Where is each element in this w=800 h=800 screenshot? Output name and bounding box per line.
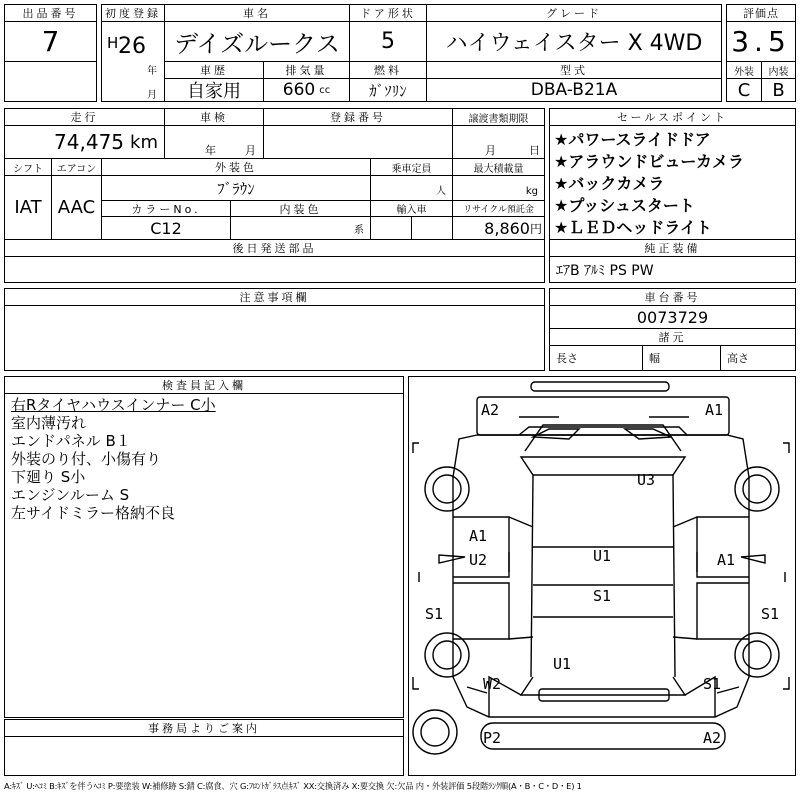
score: 3.5 — [726, 21, 796, 62]
era: H — [107, 34, 119, 52]
inspector-line: エンドパネル B１ — [11, 432, 131, 450]
mark-w2: W2 — [483, 675, 502, 693]
mark-s1-right: S1 — [761, 605, 780, 623]
mark-a2-front: A2 — [481, 401, 500, 419]
recycle-label: リサイクル預託金 — [452, 200, 545, 217]
sales-points-label: セールスポイント — [549, 108, 796, 126]
reg-no-label: 登録番号 — [263, 108, 453, 126]
interior-grade: B — [761, 78, 796, 102]
reg-no — [263, 125, 453, 159]
office-label: 事務局よりご案内 — [4, 719, 404, 737]
dims-label: 諸元 — [549, 328, 796, 346]
mark-a1-front: A1 — [705, 401, 724, 419]
mileage-unit: km — [130, 131, 158, 153]
ext-color-label: 外装色 — [101, 158, 371, 176]
grade-label: グレード — [426, 4, 722, 22]
transfer-month: 月 — [485, 144, 496, 157]
width-label: 幅 — [642, 345, 721, 371]
sales-points-list — [549, 125, 796, 240]
inspection-year: 年 — [205, 144, 216, 157]
notes-label: 注意事項欄 — [4, 288, 545, 306]
shift-label: シフト — [4, 158, 52, 176]
color-no: C12 — [101, 216, 231, 240]
transfer-day: 日 — [529, 144, 540, 157]
mark-a2-rear: A2 — [703, 729, 722, 747]
inspector-line: 下廻り S小 — [11, 468, 86, 486]
ext-color: ﾌﾞﾗｳﾝ — [101, 175, 371, 201]
inspection-box — [164, 125, 264, 159]
car-name: デイズルークス — [164, 21, 350, 62]
recycle-unit: 円 — [529, 221, 542, 236]
notes-value — [4, 305, 545, 371]
later-parts-value — [4, 256, 545, 283]
transfer-box — [452, 125, 545, 159]
int-color-unit: 系 — [230, 216, 371, 240]
later-parts-label: 後日発送部品 — [4, 239, 545, 257]
transfer-label: 譲渡書類期限 — [452, 108, 545, 126]
color-no-label: カラーNo. — [101, 200, 231, 217]
ac-label: エアコン — [51, 158, 102, 176]
inspector-line: 外装のり付、小傷有り — [11, 450, 162, 468]
sales-point-item: ★バックカメラ — [554, 174, 665, 193]
import-cell-2 — [411, 216, 453, 240]
grade: ハイウェイスター X 4WD — [426, 21, 722, 62]
int-color-label: 内装色 — [230, 200, 371, 217]
month-unit: 月 — [147, 90, 157, 101]
recycle-box — [452, 216, 545, 240]
chassis-no: 0073729 — [549, 305, 796, 329]
displacement: 660 — [282, 80, 316, 100]
capacity-label: 乗車定員 — [370, 158, 453, 176]
inspector-notes — [4, 393, 404, 718]
inspection-label: 車検 — [164, 108, 264, 126]
score-label: 評価点 — [726, 4, 796, 22]
doors: 5 — [349, 21, 427, 62]
equipment-value: ｴｱB ｱﾙﾐ PS PW — [549, 256, 796, 283]
inspector-line: 左サイドミラー格納不良 — [11, 504, 175, 522]
height-label: 高さ — [720, 345, 796, 371]
model-code-label: 型式 — [426, 61, 722, 79]
interior-label: 内装 — [761, 61, 796, 79]
mark-s1-left: S1 — [425, 605, 444, 623]
lot-blank — [4, 61, 97, 102]
sales-point-item: ★パワースライドドア — [554, 130, 711, 149]
recycle: 8,860 — [484, 218, 530, 238]
legend: A:ｷｽﾞ U:ﾍｺﾐ B:ｷｽﾞを伴うﾍｺﾐ P:要塗装 W:補修跡 S:錆 C:腐食、穴 G:ﾌﾛﾝﾄｶﾞﾗｽ点ｷｽﾞ XX:交換済み X:要交換 欠:欠品 内・外装評価 5段階ﾗﾝｸ順(A・B・C・D・E) 1 — [4, 781, 582, 791]
office-value — [4, 736, 404, 776]
displacement-box — [263, 78, 350, 102]
displacement-label: 排気量 — [263, 61, 350, 79]
mileage-box — [4, 125, 165, 159]
model-code: DBA-B21A — [426, 78, 722, 102]
mark-a1-right: A1 — [717, 551, 736, 569]
car-name-label: 車名 — [164, 4, 350, 22]
mark-u1-top: U1 — [593, 547, 612, 565]
sales-point-item: ★アラウンドビューカメラ — [554, 152, 745, 171]
import-label: 輸入車 — [370, 200, 453, 217]
mark-p2: P2 — [483, 729, 502, 747]
exterior-label: 外装 — [726, 61, 762, 79]
history-label: 車歴 — [164, 61, 264, 79]
lot-no: 7 — [4, 21, 97, 62]
max-load-label: 最大積載量 — [452, 158, 545, 176]
import-cell-1 — [370, 216, 412, 240]
year-unit: 年 — [147, 66, 157, 77]
inspector-line: 室内薄汚れ — [11, 414, 87, 432]
mark-u1-bottom: U1 — [553, 655, 572, 673]
doors-label: ドア形状 — [349, 4, 427, 22]
mark-s1-center: S1 — [593, 587, 612, 605]
mark-s1-rear: S1 — [703, 675, 722, 693]
fuel: ｶﾞｿﾘﾝ — [349, 78, 427, 102]
inspector-line: エンジンルーム S — [11, 486, 130, 504]
damage-diagram — [408, 376, 796, 776]
length-label: 長さ — [549, 345, 643, 371]
mark-u3: U3 — [637, 471, 656, 489]
mileage: 74,475 — [54, 130, 125, 154]
capacity-unit: 人 — [370, 175, 453, 201]
chassis-label: 車台番号 — [549, 288, 796, 306]
inspector-line: 右Rタイヤハウスインナー C小 — [11, 396, 216, 414]
first-reg-box — [101, 21, 165, 102]
inspector-label: 検査員記入欄 — [4, 376, 404, 394]
displacement-unit: cc — [319, 84, 331, 96]
reg-year: 26 — [118, 34, 146, 59]
max-load-unit: kg — [452, 175, 545, 201]
sales-point-item: ★ＬＥＤヘッドライト — [554, 218, 712, 237]
sales-point-item: ★プッシュスタート — [554, 196, 695, 215]
lot-no-label: 出品番号 — [4, 4, 97, 22]
car-outline — [409, 377, 795, 775]
exterior-grade: C — [726, 78, 762, 102]
inspection-month: 月 — [245, 144, 256, 157]
mileage-label: 走行 — [4, 108, 165, 126]
fuel-label: 燃料 — [349, 61, 427, 79]
shift: IAT — [4, 175, 52, 240]
ac: AAC — [51, 175, 102, 240]
mark-u2: U2 — [469, 551, 488, 569]
mark-a1-left: A1 — [469, 527, 488, 545]
first-reg-label: 初度登録 — [101, 4, 165, 22]
equipment-label: 純正装備 — [549, 239, 796, 257]
history: 自家用 — [164, 78, 264, 102]
